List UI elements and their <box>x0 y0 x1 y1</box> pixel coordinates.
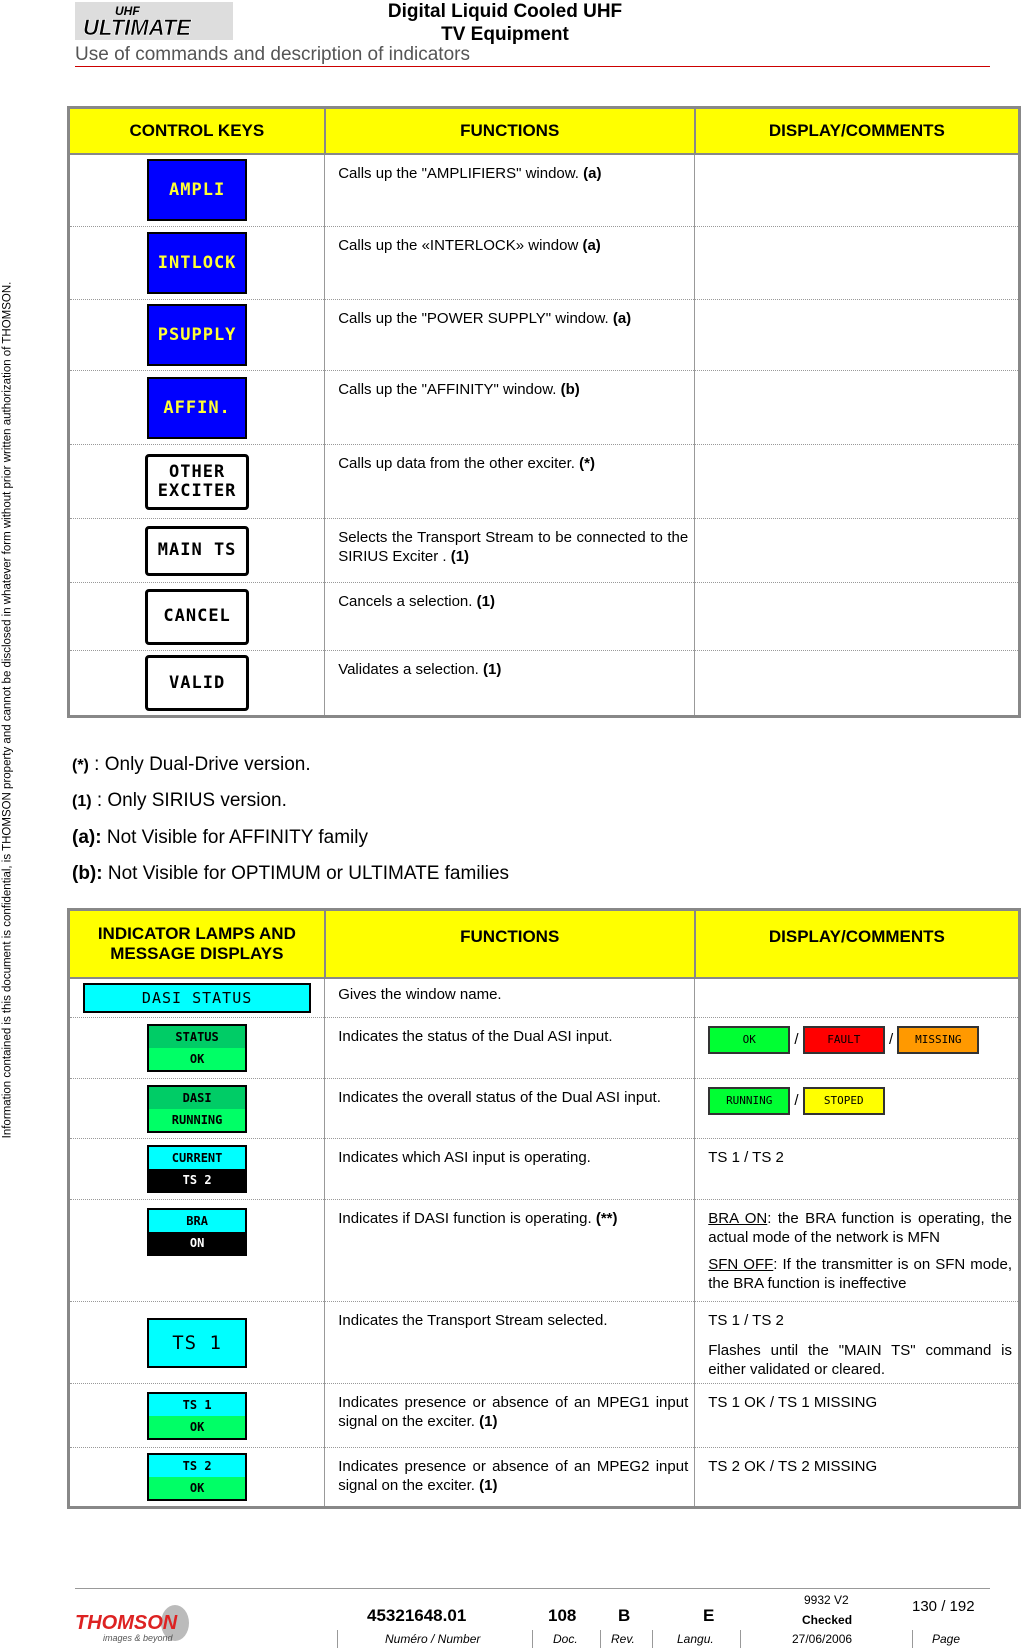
current-indicator: CURRENT TS 2 <box>147 1145 247 1193</box>
lang-code: E <box>703 1606 715 1625</box>
table-row: STATUS OK Indicates the status of the Dual ASI input. OK / FAULT / MISSING <box>69 1018 1020 1079</box>
checked-label: Checked <box>802 1613 853 1627</box>
langu-label: Langu. <box>677 1632 714 1646</box>
footnote: (b): Not Visible for OPTIMUM or ULTIMATE families <box>72 863 510 884</box>
bra-indicator: BRA ON <box>147 1208 247 1256</box>
stoped-badge: STOPED <box>803 1087 885 1115</box>
brand-tagline: images & beyond <box>103 1633 173 1643</box>
affin-key: AFFIN. <box>147 377 247 439</box>
cancel-key: CANCEL <box>145 589 249 645</box>
table-row: MAIN TS Selects the Transport Stream to be connected to the SIRIUS Exciter . (1) <box>69 519 1020 583</box>
table-row: BRA ON Indicates if DASI function is operating. (**) BRA ON: the BRA function is operating, the actual mode of the network is MFN SFN OFF: If the transmitter is on SFN mode, the BRA function is ineffective <box>69 1200 1020 1302</box>
doc-code: 108 <box>548 1606 577 1625</box>
confidentiality-note: Information contained is this document is confidential, is THOMSON property and cannot be disclosed in whatever form without prior written authorization of THOMSON. <box>1 281 13 1139</box>
col-header: INDICATOR LAMPS AND MESSAGE DISPLAYS <box>69 910 325 978</box>
other-exciter-key: OTHER EXCITER <box>145 454 249 510</box>
footer-rule <box>75 1588 990 1589</box>
col-header: FUNCTIONS <box>325 108 695 154</box>
table-row: AMPLI Calls up the "AMPLIFIERS" window. (a) <box>69 154 1020 227</box>
thomson-logo <box>75 1597 195 1645</box>
footnote: (*) : Only Dual-Drive version. <box>72 754 311 775</box>
intlock-key: INTLOCK <box>147 232 247 294</box>
table-row: CURRENT TS 2 Indicates which ASI input is operating. TS 1 / TS 2 <box>69 1139 1020 1200</box>
header-rule <box>75 66 990 67</box>
rev-code: B <box>618 1606 631 1625</box>
ultimate-logo <box>75 2 233 40</box>
svg-text:UHF: UHF <box>115 4 140 18</box>
table-row: TS 1 Indicates the Transport Stream selected. TS 1 / TS 2 Flashes until the "MAIN TS" command is either validated or cleared. <box>69 1302 1020 1384</box>
page-count: 130 / 192 <box>912 1598 975 1615</box>
ok-badge: OK <box>708 1026 790 1054</box>
document-subtitle: Use of commands and description of indicators <box>75 44 470 65</box>
control-keys-table <box>67 106 1021 718</box>
table-row: INTLOCK Calls up the «INTERLOCK» window (a) <box>69 227 1020 300</box>
status-indicator: STATUS OK <box>147 1024 247 1072</box>
table-row: TS 1 OK Indicates presence or absence of an MPEG1 input signal on the exciter. (1) TS 1 OK / TS 1 MISSING <box>69 1384 1020 1448</box>
brand-text: THOMSON <box>75 1612 178 1634</box>
table-row: DASI RUNNING Indicates the overall status of the Dual ASI input. RUNNING / STOPED <box>69 1079 1020 1139</box>
table-row: DASI STATUS Gives the window name. <box>69 978 1020 1018</box>
valid-key: VALID <box>145 655 249 711</box>
table-row: OTHER EXCITER Calls up data from the other exciter. (*) <box>69 445 1020 519</box>
main-ts-key: MAIN TS <box>145 526 249 576</box>
ampli-key: AMPLI <box>147 159 247 221</box>
col-header: DISPLAY/COMMENTS <box>695 108 1020 154</box>
ts1-indicator: TS 1 OK <box>147 1392 247 1440</box>
table-row: VALID Validates a selection. (1) <box>69 651 1020 717</box>
doc-label: Doc. <box>553 1632 578 1646</box>
svg-text:ULTIMATE: ULTIMATE <box>83 15 191 40</box>
number-label: Numéro / Number <box>385 1632 481 1646</box>
footnote: (1) : Only SIRIUS version. <box>72 790 287 811</box>
fault-badge: FAULT <box>803 1026 885 1054</box>
doc-number: 45321648.01 <box>367 1606 467 1625</box>
dasi-indicator: DASI RUNNING <box>147 1085 247 1133</box>
table-row: CANCEL Cancels a selection. (1) <box>69 583 1020 651</box>
missing-badge: MISSING <box>897 1026 979 1054</box>
psupply-key: PSUPPLY <box>147 304 247 366</box>
table-row: TS 2 OK Indicates presence or absence of an MPEG2 input signal on the exciter. (1) TS 2 OK / TS 2 MISSING <box>69 1448 1020 1508</box>
ts-selected-display: TS 1 <box>147 1318 247 1368</box>
checked-date: 27/06/2006 <box>792 1632 853 1646</box>
running-badge: RUNNING <box>708 1087 790 1115</box>
document-title: Digital Liquid Cooled UHF TV Equipment <box>387 1 623 45</box>
col-header: CONTROL KEYS <box>69 108 325 154</box>
table-row: AFFIN. Calls up the "AFFINITY" window. (b) <box>69 371 1020 445</box>
col-header: FUNCTIONS <box>325 910 695 978</box>
footnote: (a): Not Visible for AFFINITY family <box>72 827 368 848</box>
ts2-indicator: TS 2 OK <box>147 1453 247 1501</box>
indicator-table <box>67 908 1021 1509</box>
table-row: PSUPPLY Calls up the "POWER SUPPLY" window. (a) <box>69 300 1020 371</box>
col-header: DISPLAY/COMMENTS <box>695 910 1020 978</box>
page-label: Page <box>932 1632 961 1646</box>
dasi-status-display: DASI STATUS <box>83 983 311 1013</box>
rev-label: Rev. <box>611 1632 635 1646</box>
form-code: 9932 V2 <box>804 1593 849 1607</box>
